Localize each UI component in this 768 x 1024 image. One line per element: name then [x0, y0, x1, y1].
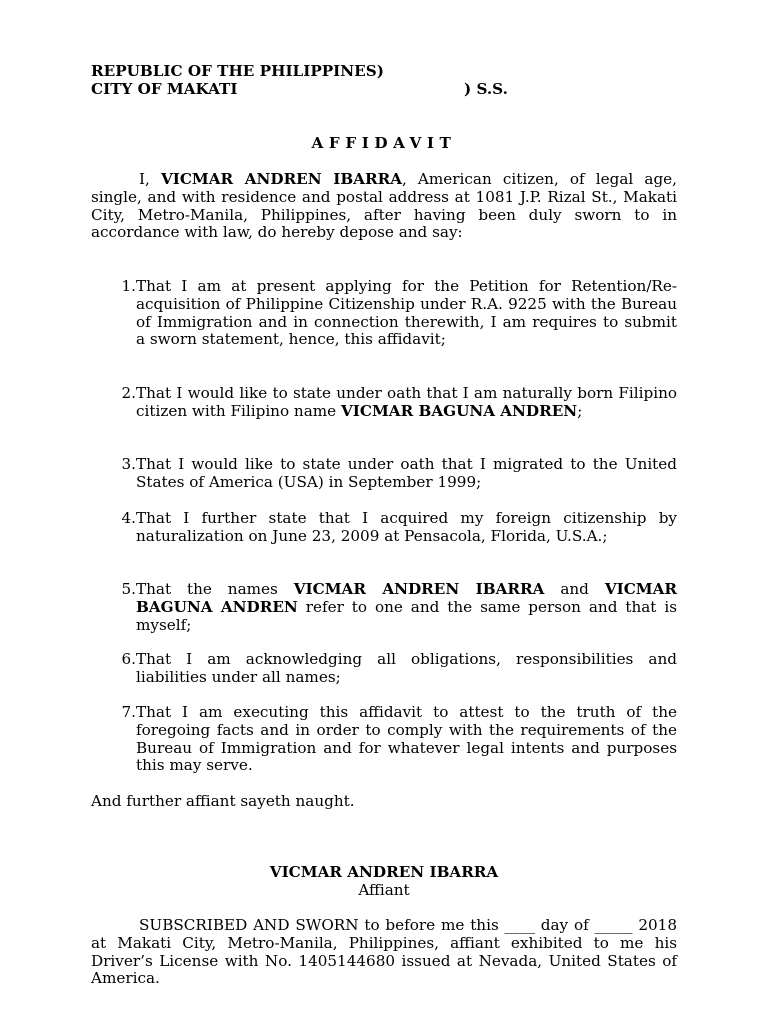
item-text-before: That the names	[136, 580, 294, 598]
intro-paragraph	[91, 171, 677, 242]
list-item	[91, 278, 677, 349]
list-item	[91, 704, 677, 775]
item-text-body: That I am executing this affidavit to attest to the truth of the foregoing facts and in order to comply with the requirements of the Bureau of Immigration and for whatever legal intents and purposes this may serve.	[136, 703, 677, 775]
intro-prefix: I,	[139, 170, 161, 188]
item-number: 1.	[121, 277, 136, 295]
item-text-body: That I would like to state under oath that I migrated to the United States of America (USA) in September 1999;	[136, 455, 677, 491]
item-number: 2.	[121, 384, 136, 402]
venue-republic: REPUBLIC OF THE PHILIPPINES)	[91, 62, 384, 80]
venue-block	[91, 63, 677, 99]
list-item	[91, 510, 677, 546]
jurat-paragraph: SUBSCRIBED AND SWORN to before me this ____ day of _____ 2018 at Makati City, Metro-Manila, Philippines, affiant exhibited to me his Driver’s License with No. 1405144680 issued at Nevada, United States of America.	[91, 916, 677, 988]
item-text-body: That I am acknowledging all obligations, responsibilities and liabilities under all names;	[136, 650, 677, 686]
list-item	[91, 651, 677, 687]
venue-ss: ) S.S.	[464, 80, 508, 98]
intro-rest: , American citizen, of legal age, single, and with residence and postal address at 1081 J.P. Rizal St., Makati City, Metro-Manila, Philippines, after having been duly sworn to in accordance with law, do hereby depose and say:	[91, 170, 678, 242]
document-title: AFFIDAVIT	[311, 134, 457, 152]
venue-line-city	[91, 81, 677, 99]
item-number: 5.	[121, 580, 136, 598]
item-text	[136, 278, 677, 349]
item-text-after: ;	[577, 401, 583, 420]
item-number: 7.	[121, 703, 136, 721]
item-text	[136, 651, 677, 687]
venue-line-republic	[91, 63, 677, 81]
signature-name: VICMAR ANDREN IBARRA	[269, 863, 499, 881]
item-text	[136, 704, 677, 775]
item-text	[136, 385, 677, 421]
item-text	[136, 510, 677, 546]
list-item	[91, 581, 677, 634]
intro-affiant-name: VICMAR ANDREN IBARRA	[160, 170, 402, 188]
item-text	[136, 456, 677, 492]
signature-role: Affiant	[358, 881, 410, 899]
item-bold-name-2: VICMAR BAGUNA ANDREN	[136, 580, 678, 616]
item-text	[136, 581, 677, 634]
item-text-body: That I am at present applying for the Petition for Retention/Re-acquisition of Philippine Citizenship under R.A. 9225 with the Bureau of Immigration and in connection therewith, I am requires to submit a sworn statement, hence, this affidavit;	[136, 277, 677, 349]
item-text-mid: and	[544, 580, 605, 598]
item-number: 4.	[121, 509, 136, 527]
item-bold-name: VICMAR BAGUNA ANDREN	[341, 401, 578, 420]
item-text-after: refer to one and the same person and that is myself;	[136, 597, 677, 634]
closing-statement: And further affiant sayeth naught.	[91, 792, 355, 810]
item-text-body: That I further state that I acquired my foreign citizenship by naturalization on June 23, 2009 at Pensacola, Florida, U.S.A.;	[136, 509, 677, 545]
venue-city: CITY OF MAKATI	[91, 80, 238, 98]
affidavit-page	[91, 0, 677, 1024]
item-number: 6.	[121, 650, 136, 668]
item-text-before: That I would like to state under oath that I am naturally born Filipino citizen with Filipino name	[136, 384, 677, 420]
list-item	[91, 456, 677, 492]
list-item	[91, 385, 677, 421]
item-bold-name-1: VICMAR ANDREN IBARRA	[293, 580, 545, 598]
item-number: 3.	[121, 455, 136, 473]
